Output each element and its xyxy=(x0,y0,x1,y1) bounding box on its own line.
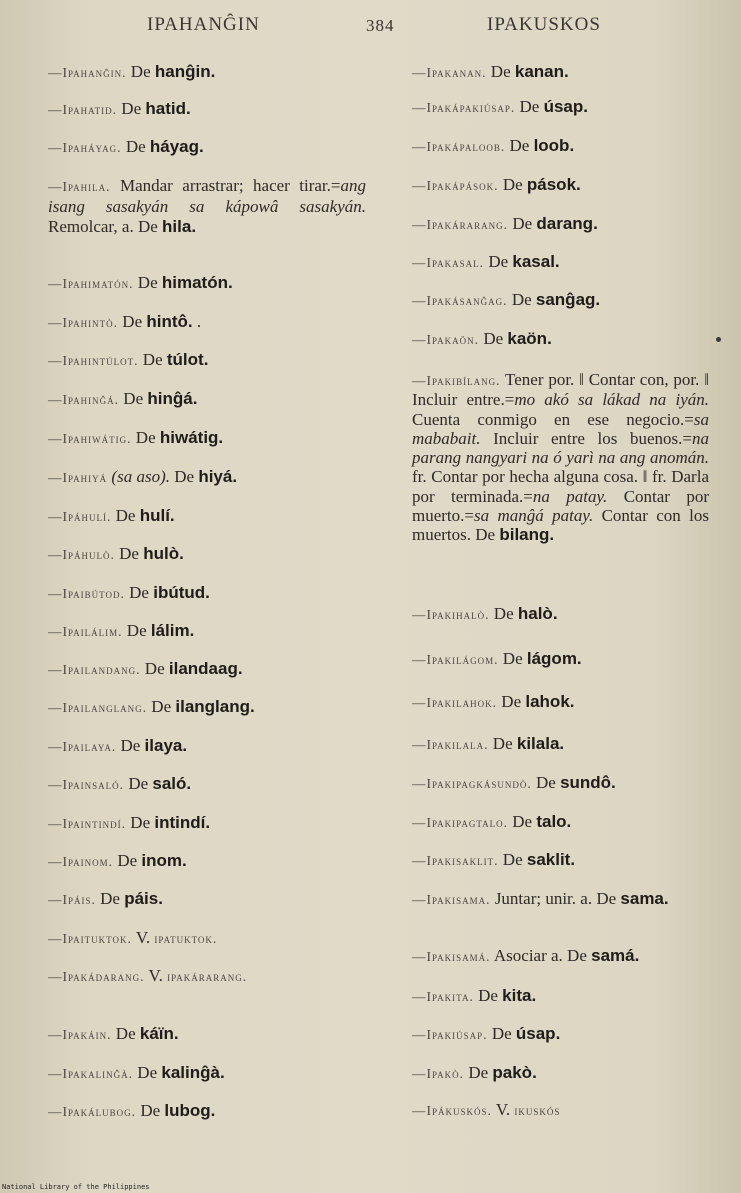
entry-ipakadarang: —Ipakádarang. V. ipakárarang. xyxy=(48,966,248,985)
page-number: 384 xyxy=(366,16,395,35)
entry: —Ipahintò. De hintô. . xyxy=(48,312,202,331)
entry: —Ipakasal. De kasal. xyxy=(412,252,560,271)
entry: —Ipakanan. De kanan. xyxy=(412,62,569,81)
entry: —Ipakalinĝà. De kalinĝà. xyxy=(48,1063,225,1082)
entry: —Ipaintindí. De intindí. xyxy=(48,813,211,832)
entry: —Ipakásanĝag. De sanĝag. xyxy=(412,290,601,309)
entry: —Ipainsaló. De saló. xyxy=(48,774,192,793)
entry-ipahila: —Ipahila. Mandar arrastrar; hacer tirar.=ang isang sasakyán sa kápowâ sasakyán. Remolcar, a. De hila. xyxy=(48,176,366,236)
entry: —Ipakilahok. De lahok. xyxy=(412,692,575,711)
entry: —Ipahiwátig. De hiwátig. xyxy=(48,428,224,447)
entry-ipakisama: —Ipakisama. Juntar; unir. a. De sama. xyxy=(412,889,669,908)
entry: —Ipahatid. De hatid. xyxy=(48,99,191,118)
entry: —Ipailaya. De ilaya. xyxy=(48,736,188,755)
entry: —Ipáhulò. De hulò. xyxy=(48,544,184,563)
entry: —Ipakilala. De kilala. xyxy=(412,734,565,753)
entry: —Ipakisaklit. De saklit. xyxy=(412,850,576,869)
entry: —Ipakipagtalo. De talo. xyxy=(412,812,572,831)
entry: —Ipailanglang. De ilanglang. xyxy=(48,697,255,716)
entry: —Ipakisamá. Asociar a. De samá. xyxy=(412,946,640,965)
entry: —Ipakilágom. De lágom. xyxy=(412,649,582,668)
ink-dot xyxy=(716,337,721,342)
entry-ipakibilang: —Ipakibílang. Tener por. ‖ Contar con, por. ‖ Incluir entre.=mo akó sa lákad na iyán. Cuenta conmigo en ese negocio.=sa mababait. Incluir entre los buenos.=na parang nangyari na ó yarì na ang anomán. fr. Contar por hecha alguna cosa. ‖ fr. Darla por terminada.=na patay. Contar por muerto.=sa manĝá patay. Contar con los muertos. De bilang. xyxy=(412,370,709,545)
entry: —Ipakápakiúsap. De úsap. xyxy=(412,97,588,116)
entry: —Ipahimatón. De himatón. xyxy=(48,273,233,292)
entry: —Ipahinĝá. De hinĝá. xyxy=(48,389,198,408)
entry: —Ipakápások. De pások. xyxy=(412,175,581,194)
entry: —Ipakáin. De káïn. xyxy=(48,1024,179,1043)
entry: —Ipakaön. De kaön. xyxy=(412,329,552,348)
entry: —Ipainom. De inom. xyxy=(48,851,187,870)
entry: —Ipahintúlot. De túlot. xyxy=(48,350,209,369)
entry: —Ipakápaloob. De loob. xyxy=(412,136,575,155)
entry-ipaituktok: —Ipaituktok. V. ipatuktok. xyxy=(48,928,218,947)
entry: —Ipakipagkásundò. De sundô. xyxy=(412,773,616,792)
entry: —Ipakiúsap. De úsap. xyxy=(412,1024,561,1043)
entry: —Ipaháyag. De háyag. xyxy=(48,137,204,156)
entry: —Ipahiyá (sa aso). De hiyá. xyxy=(48,467,238,486)
entry: —Ipáis. De páis. xyxy=(48,889,163,908)
entry-ipakuskos: —Ipákuskós. V. ikuskós xyxy=(412,1100,561,1119)
entry: —Ipailálim. De lálim. xyxy=(48,621,195,640)
entry: —Ipakihalò. De halò. xyxy=(412,604,558,623)
entry: —Ipakárarang. De darang. xyxy=(412,214,598,233)
entry: —Ipáhulí. De hulí. xyxy=(48,506,175,525)
entry: —Ipakò. De pakò. xyxy=(412,1063,537,1082)
entry: —Ipailandang. De ilandaag. xyxy=(48,659,243,678)
entry: —Ipakálubog. De lubog. xyxy=(48,1101,216,1120)
entry: —Ipaibútod. De ibútud. xyxy=(48,583,210,602)
footer-credit: National Library of the Philippines xyxy=(2,1183,150,1191)
entry: —Ipahanĝin. De hanĝin. xyxy=(48,62,216,81)
running-head-left: IPAHANĜIN xyxy=(147,14,260,35)
entry: —Ipakita. De kita. xyxy=(412,986,537,1005)
running-head-right: IPAKUSKOS xyxy=(487,14,601,35)
